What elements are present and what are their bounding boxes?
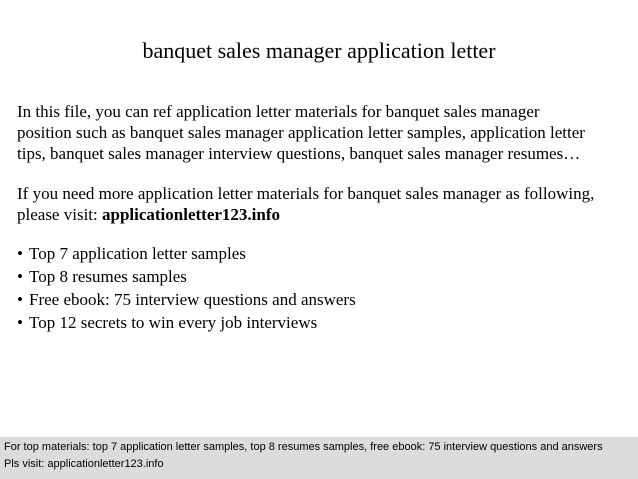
footer-bar [0,437,638,479]
list-item [17,288,356,311]
more-info-line: If you need more application letter materials for banquet sales manager as following, [17,184,595,203]
visit-label: please visit: [17,205,102,224]
page-title: banquet sales manager application letter [142,38,496,63]
more-info-line [17,204,627,225]
more-info-paragraph [17,183,627,225]
intro-line: position such as banquet sales manager application letter samples, application letter [17,123,585,142]
list-item [17,265,356,288]
site-link[interactable]: applicationletter123.info [101,205,280,224]
list-item-label: Top 8 resumes samples [29,267,187,286]
list-item-label: Free ebook: 75 interview questions and answers [29,290,356,309]
bullet-icon: • [17,290,23,309]
footer-line: Pls visit: applicationletter123.info [4,458,164,470]
list-item-label: Top 12 secrets to win every job interviews [29,313,318,332]
intro-line: tips, banquet sales manager interview questions, banquet sales manager resumes… [17,144,581,163]
bullet-icon: • [17,267,23,286]
bullet-icon: • [17,313,23,332]
materials-list [17,242,356,334]
intro-line: In this file, you can ref application letter materials for banquet sales manager [17,102,540,121]
bullet-icon: • [17,244,23,263]
list-item [17,242,356,265]
footer-line: For top materials: top 7 application letter samples, top 8 resumes samples, free ebook: 75 interview questions and answers [4,441,603,453]
list-item [17,311,356,334]
list-item-label: Top 7 application letter samples [29,244,246,263]
intro-paragraph [17,101,627,164]
